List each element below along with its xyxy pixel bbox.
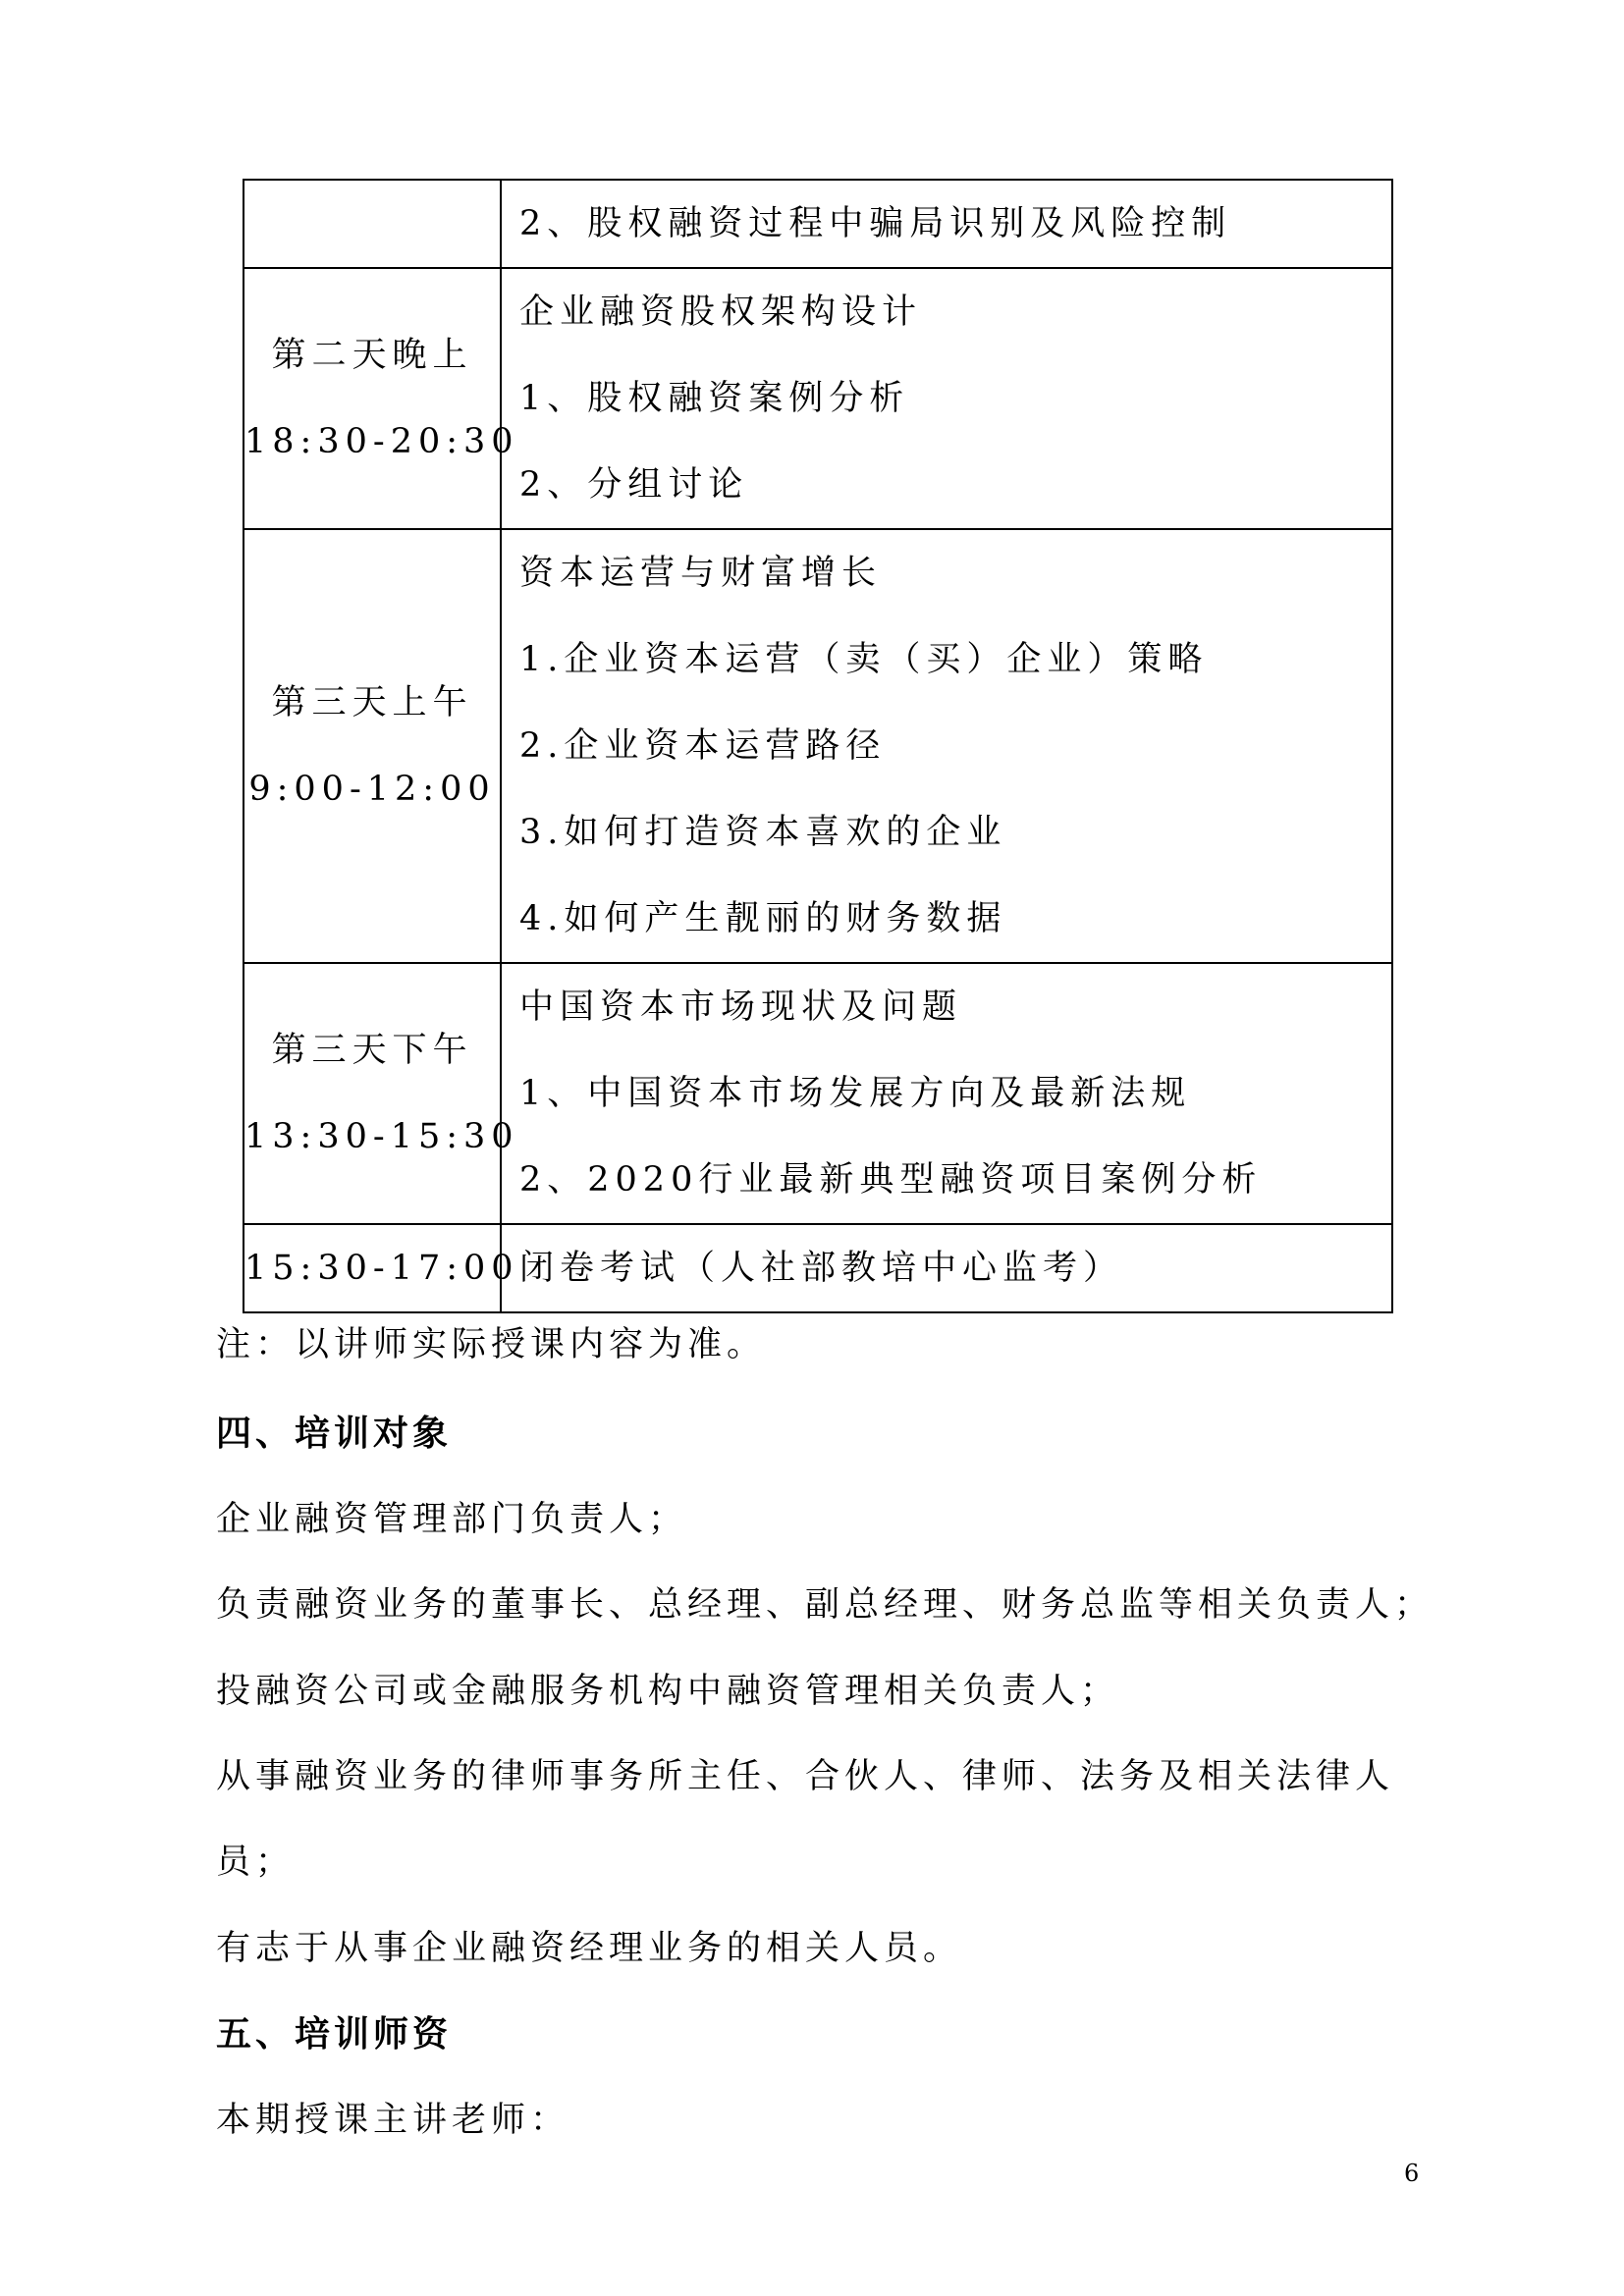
content-line: 3.如何打造资本喜欢的企业 xyxy=(519,813,1007,852)
time-cell xyxy=(244,1224,519,1312)
content-line: 2、股权融资过程中骗局识别及风险控制 xyxy=(519,204,1232,243)
time-range: 18:30-20:30 xyxy=(244,422,519,461)
content-cell xyxy=(501,963,1392,1224)
content-cell xyxy=(501,529,1392,963)
content-line: 2、2020行业最新典型融资项目案例分析 xyxy=(519,1160,1263,1200)
page-number: 6 xyxy=(1404,2160,1420,2187)
content-line: 2.企业资本运营路径 xyxy=(519,726,887,766)
time-label: 第三天上午 xyxy=(271,683,473,722)
table-row xyxy=(244,529,1392,963)
time-cell xyxy=(244,963,519,1224)
section-heading-training-targets: 四、培训对象 xyxy=(216,1413,453,1454)
table-row xyxy=(244,180,1392,268)
schedule-table xyxy=(243,179,1393,1313)
time-cell xyxy=(244,180,501,268)
table-row xyxy=(244,1224,1392,1312)
time-cell xyxy=(244,268,519,529)
content-line: 1.企业资本运营（卖（买）企业）策略 xyxy=(519,640,1209,679)
paragraph: 负责融资业务的董事长、总经理、副总经理、财务总监等相关负责人； xyxy=(216,1585,1435,1625)
content-line: 2、分组讨论 xyxy=(519,465,749,505)
content-line: 中国资本市场现状及问题 xyxy=(519,988,963,1027)
content-line: 资本运营与财富增长 xyxy=(519,554,883,593)
time-range: 13:30-15:30 xyxy=(244,1117,519,1156)
table-row xyxy=(244,963,1392,1224)
content-cell xyxy=(501,268,1392,529)
time-range: 15:30-17:00 xyxy=(244,1249,519,1288)
content-cell xyxy=(501,1224,1392,1312)
paragraph: 从事融资业务的律师事务所主任、合伙人、律师、法务及相关法律人 xyxy=(216,1757,1395,1796)
content-line: 闭卷考试（人社部教培中心监考） xyxy=(519,1249,1124,1288)
paragraph: 企业融资管理部门负责人； xyxy=(216,1500,688,1539)
time-range: 9:00-12:00 xyxy=(248,770,496,809)
paragraph: 员； xyxy=(216,1842,296,1882)
table-row xyxy=(244,268,1392,529)
time-label: 第二天晚上 xyxy=(271,336,473,375)
section-heading-training-faculty: 五、培训师资 xyxy=(216,2013,453,2055)
schedule-note: 注：以讲师实际授课内容为准。 xyxy=(216,1325,767,1364)
content-line: 企业融资股权架构设计 xyxy=(519,293,923,332)
content-line: 1、股权融资案例分析 xyxy=(519,379,910,418)
paragraph: 投融资公司或金融服务机构中融资管理相关负责人； xyxy=(216,1672,1120,1711)
content-line: 1、中国资本市场发展方向及最新法规 xyxy=(519,1074,1192,1113)
time-cell xyxy=(244,529,501,963)
paragraph: 有志于从事企业融资经理业务的相关人员。 xyxy=(216,1929,963,1968)
paragraph: 本期授课主讲老师： xyxy=(216,2101,570,2140)
content-line: 4.如何产生靓丽的财务数据 xyxy=(519,899,1007,938)
time-label: 第三天下午 xyxy=(271,1031,473,1070)
content-cell xyxy=(501,180,1392,268)
